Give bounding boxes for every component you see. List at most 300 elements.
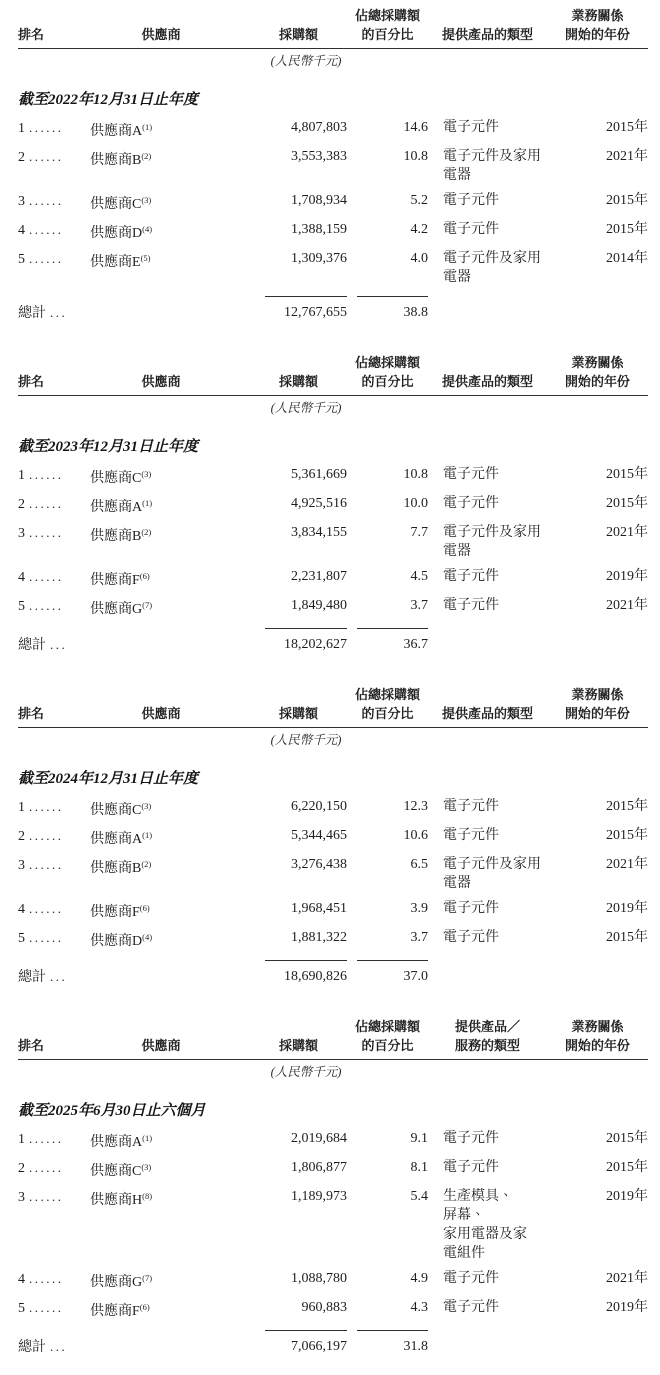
col-header-percent — [347, 6, 428, 49]
total-percent-cell — [347, 299, 428, 327]
leader-dots: ...... — [29, 193, 64, 208]
amount-cell — [250, 1295, 347, 1324]
col-header-year — [547, 6, 648, 49]
amount-cell — [250, 564, 347, 593]
amount-cell — [250, 1126, 347, 1155]
year-cell — [547, 520, 648, 564]
rank-cell — [18, 896, 72, 925]
amount-cell — [250, 896, 347, 925]
rank-number: 2 — [18, 1161, 25, 1176]
product-type-line: 電子元件 — [443, 120, 499, 135]
currency-note-row — [18, 49, 648, 71]
product-cell — [428, 593, 547, 622]
leader-dots: ...... — [29, 901, 64, 916]
supplier-cell — [72, 1295, 250, 1324]
column-header-row — [18, 685, 648, 728]
percent-cell — [347, 115, 428, 144]
total-row — [18, 963, 648, 991]
rank-cell — [18, 188, 72, 217]
amount-cell — [250, 115, 347, 144]
percent-cell — [347, 823, 428, 852]
col-header-product-line: 提供產品的類型 — [441, 706, 533, 721]
table-row — [18, 1155, 648, 1184]
supplier-cell — [72, 925, 250, 954]
percent-of-total: 12.3 — [403, 799, 428, 814]
col-header-amount: 採購額 — [250, 704, 347, 728]
table-row — [18, 1266, 648, 1295]
amount-cell — [250, 593, 347, 622]
supplier-footnote: (2) — [141, 859, 152, 869]
percent-of-total: 10.8 — [403, 149, 428, 164]
product-type-line: 電子元件 — [443, 222, 499, 237]
supplier-cell — [72, 115, 250, 144]
col-header-product-cell — [428, 685, 547, 728]
purchase-amount: 5,361,669 — [291, 467, 347, 482]
table-row — [18, 593, 648, 622]
relationship-year: 2019年 — [606, 569, 648, 584]
percent-of-total: 14.6 — [403, 120, 428, 135]
col-header-product — [428, 372, 547, 396]
col-header-year-line: 開始的年份 — [564, 374, 630, 389]
percent-of-total: 5.4 — [410, 1189, 428, 1204]
supplier-footnote: (1) — [142, 122, 153, 132]
percent-of-total: 5.2 — [410, 193, 428, 208]
col-header-year-line: 業務關係 — [571, 8, 624, 23]
rank-cell — [18, 1266, 72, 1295]
col-header-rank: 排名 — [18, 25, 72, 49]
total-label-cell — [18, 1333, 250, 1361]
product-type-line: 電子元件 — [443, 496, 499, 511]
product-type-line: 電子元件 — [443, 828, 499, 843]
purchase-amount: 1,088,780 — [291, 1271, 347, 1286]
col-header-product — [428, 1017, 547, 1060]
amount-cell — [250, 491, 347, 520]
supplier-table-section — [0, 6, 660, 327]
table-row — [18, 188, 648, 217]
col-header-percent-line: 佔總採購額 — [354, 1019, 420, 1034]
supplier-footnote: (4) — [142, 932, 153, 942]
supplier-footnote: (3) — [141, 801, 152, 811]
percent-cell — [347, 520, 428, 564]
leader-dots: ...... — [29, 1300, 64, 1315]
currency-note-row — [18, 396, 648, 418]
percent-total-rule — [357, 628, 428, 629]
supplier-footnote: (1) — [142, 830, 153, 840]
total-amount: 18,690,826 — [284, 969, 347, 984]
table-row — [18, 852, 648, 896]
total-rule-row — [18, 1324, 648, 1333]
year-cell — [547, 1266, 648, 1295]
product-type-line: 屏幕、 — [443, 1208, 485, 1223]
percent-of-total: 4.5 — [410, 569, 428, 584]
column-header-row — [18, 1017, 648, 1060]
product-type-line: 電子元件 — [443, 930, 499, 945]
product-cell — [428, 896, 547, 925]
total-label: 總計 — [18, 638, 46, 653]
amount-cell — [250, 246, 347, 290]
section-title-row — [18, 418, 648, 462]
col-header-amount: 採購額 — [250, 372, 347, 396]
table-row — [18, 896, 648, 925]
purchase-amount: 960,883 — [301, 1300, 347, 1315]
supplier-footnote: (6) — [139, 1302, 150, 1312]
total-amount-cell — [250, 299, 347, 327]
percent-of-total: 4.0 — [410, 251, 428, 266]
year-cell — [547, 491, 648, 520]
percent-cell — [347, 852, 428, 896]
supplier-cell — [72, 144, 250, 188]
col-header-product-cell — [428, 353, 547, 396]
product-type-line: 生產模具、 — [443, 1189, 513, 1204]
product-type-line: 電子元件 — [443, 467, 499, 482]
purchase-amount: 1,388,159 — [291, 222, 347, 237]
percent-cell — [347, 246, 428, 290]
total-leader-dots: ... — [50, 637, 68, 652]
supplier-table-section — [0, 1017, 660, 1361]
supplier-name: 供應商A — [90, 124, 143, 139]
rank-cell — [18, 462, 72, 491]
supplier-footnote: (3) — [141, 1162, 152, 1172]
percent-cell — [347, 491, 428, 520]
col-header-year — [547, 1017, 648, 1060]
product-cell — [428, 246, 547, 290]
currency-note-cell — [250, 728, 347, 750]
supplier-name: 供應商E — [90, 255, 141, 270]
product-cell — [428, 852, 547, 896]
total-rule-row — [18, 290, 648, 299]
product-type-line: 電子元件 — [443, 1271, 499, 1286]
supplier-footnote: (4) — [142, 224, 153, 234]
percent-of-total: 10.0 — [403, 496, 428, 511]
total-label-cell — [18, 963, 250, 991]
product-type-line: 電子元件 — [443, 193, 499, 208]
percent-of-total: 6.5 — [410, 857, 428, 872]
rank-cell — [18, 1295, 72, 1324]
supplier-name: 供應商F — [90, 1304, 140, 1319]
col-header-product-line: 提供產品／ — [454, 1019, 520, 1034]
col-header-percent-cell — [347, 685, 428, 728]
year-cell — [547, 188, 648, 217]
supplier-name: 供應商B — [90, 861, 142, 876]
product-type-line: 電子元件 — [443, 569, 499, 584]
purchase-amount: 1,189,973 — [291, 1189, 347, 1204]
rank-cell — [18, 1126, 72, 1155]
col-header-amount-cell — [250, 685, 347, 728]
leader-dots: ...... — [29, 149, 64, 164]
relationship-year: 2015年 — [606, 1131, 648, 1146]
col-header-supplier-cell — [72, 1017, 250, 1060]
rank-cell — [18, 491, 72, 520]
relationship-year: 2021年 — [606, 1271, 648, 1286]
percent-cell — [347, 564, 428, 593]
leader-dots: ...... — [29, 799, 64, 814]
supplier-footnote: (2) — [141, 151, 152, 161]
supplier-footnote: (6) — [139, 571, 150, 581]
supplier-footnote: (5) — [140, 253, 151, 263]
relationship-year: 2021年 — [606, 149, 648, 164]
relationship-year: 2014年 — [606, 251, 648, 266]
table-row — [18, 823, 648, 852]
currency-note: (人民幣千元) — [270, 54, 342, 68]
col-header-year — [547, 685, 648, 728]
col-header-percent — [347, 1017, 428, 1060]
rank-number: 4 — [18, 570, 25, 585]
currency-note: (人民幣千元) — [270, 733, 342, 747]
rank-cell — [18, 564, 72, 593]
col-header-year-line: 開始的年份 — [564, 706, 630, 721]
currency-note: (人民幣千元) — [270, 1065, 342, 1079]
rank-number: 1 — [18, 468, 25, 483]
supplier-cell — [72, 1266, 250, 1295]
product-cell — [428, 188, 547, 217]
total-amount: 12,767,655 — [284, 305, 347, 320]
percent-of-total: 10.8 — [403, 467, 428, 482]
supplier-footnote: (7) — [142, 600, 153, 610]
percent-of-total: 4.3 — [410, 1300, 428, 1315]
year-cell — [547, 115, 648, 144]
rank-cell — [18, 593, 72, 622]
col-header-product-line: 提供產品的類型 — [441, 374, 533, 389]
product-type-line: 電子元件及家用 — [443, 149, 541, 164]
col-header-product-cell — [428, 1017, 547, 1060]
rank-cell — [18, 520, 72, 564]
amount-cell — [250, 520, 347, 564]
supplier-name: 供應商C — [90, 1164, 142, 1179]
total-label-cell — [18, 631, 250, 659]
currency-note-cell — [250, 396, 347, 418]
year-cell — [547, 896, 648, 925]
supplier-cell — [72, 896, 250, 925]
col-header-year-line: 業務關係 — [571, 687, 624, 702]
supplier-table — [18, 353, 648, 659]
table-row — [18, 520, 648, 564]
leader-dots: ...... — [29, 120, 64, 135]
table-row — [18, 564, 648, 593]
col-header-product — [428, 25, 547, 49]
supplier-cell — [72, 491, 250, 520]
product-cell — [428, 491, 547, 520]
table-row — [18, 144, 648, 188]
total-percent: 36.7 — [403, 637, 428, 652]
supplier-name: 供應商B — [90, 529, 142, 544]
col-header-supplier-cell — [72, 6, 250, 49]
col-header-percent — [347, 353, 428, 396]
product-type-line: 電子元件及家用 — [443, 251, 541, 266]
relationship-year: 2015年 — [606, 467, 648, 482]
section-title: 截至2022年12月31日止年度 — [18, 92, 199, 108]
product-type-line: 電器 — [443, 270, 471, 285]
percent-of-total: 3.7 — [410, 598, 428, 613]
col-header-amount-cell — [250, 1017, 347, 1060]
percent-cell — [347, 794, 428, 823]
supplier-cell — [72, 564, 250, 593]
relationship-year: 2019年 — [606, 1189, 648, 1204]
rank-cell — [18, 217, 72, 246]
percent-cell — [347, 896, 428, 925]
col-header-percent-line: 佔總採購額 — [354, 355, 420, 370]
percent-of-total: 9.1 — [410, 1131, 428, 1146]
col-header-percent-line: 的百分比 — [361, 374, 414, 389]
relationship-year: 2015年 — [606, 222, 648, 237]
col-header-year-line: 開始的年份 — [564, 27, 630, 42]
year-cell — [547, 246, 648, 290]
total-amount-cell — [250, 631, 347, 659]
supplier-name: 供應商G — [90, 602, 143, 617]
amount-cell — [250, 794, 347, 823]
supplier-cell — [72, 217, 250, 246]
amount-cell — [250, 217, 347, 246]
relationship-year: 2015年 — [606, 930, 648, 945]
col-header-supplier-cell — [72, 685, 250, 728]
rank-number: 3 — [18, 194, 25, 209]
section-title-row — [18, 1082, 648, 1126]
col-header-percent-line: 佔總採購額 — [354, 8, 420, 23]
total-row — [18, 631, 648, 659]
table-row — [18, 217, 648, 246]
rank-cell — [18, 115, 72, 144]
relationship-year: 2021年 — [606, 525, 648, 540]
product-cell — [428, 144, 547, 188]
rank-cell — [18, 1155, 72, 1184]
rank-number: 1 — [18, 800, 25, 815]
rank-number: 3 — [18, 526, 25, 541]
supplier-cell — [72, 593, 250, 622]
total-label: 總計 — [18, 1340, 46, 1355]
supplier-table — [18, 685, 648, 991]
currency-note: (人民幣千元) — [270, 401, 342, 415]
rank-number: 2 — [18, 497, 25, 512]
product-type-line: 電子元件及家用 — [443, 525, 541, 540]
col-header-rank-cell — [18, 685, 72, 728]
supplier-name: 供應商C — [90, 197, 142, 212]
supplier-name: 供應商F — [90, 573, 140, 588]
purchase-amount: 6,220,150 — [291, 799, 347, 814]
relationship-year: 2015年 — [606, 1160, 648, 1175]
supplier-footnote: (1) — [142, 1133, 153, 1143]
col-header-product-line: 服務的類型 — [454, 1038, 520, 1053]
rank-number: 5 — [18, 1301, 25, 1316]
amount-cell — [250, 1266, 347, 1295]
supplier-cell — [72, 188, 250, 217]
product-type-line: 電組件 — [443, 1246, 485, 1261]
total-label: 總計 — [18, 970, 46, 985]
purchase-amount: 3,553,383 — [291, 149, 347, 164]
supplier-name: 供應商A — [90, 500, 143, 515]
col-header-rank: 排名 — [18, 1036, 72, 1060]
total-label-cell — [18, 299, 250, 327]
col-header-year-line: 開始的年份 — [564, 1038, 630, 1053]
total-row — [18, 299, 648, 327]
product-type-line: 家用電器及家 — [443, 1227, 527, 1242]
rank-number: 3 — [18, 1190, 25, 1205]
column-header-row — [18, 353, 648, 396]
rank-number: 1 — [18, 121, 25, 136]
leader-dots: ...... — [29, 1160, 64, 1175]
percent-of-total: 10.6 — [403, 828, 428, 843]
supplier-cell — [72, 794, 250, 823]
relationship-year: 2015年 — [606, 193, 648, 208]
relationship-year: 2021年 — [606, 857, 648, 872]
purchase-amount: 1,806,877 — [291, 1160, 347, 1175]
year-cell — [547, 1184, 648, 1266]
supplier-footnote: (2) — [141, 527, 152, 537]
col-header-percent-line: 佔總採購額 — [354, 687, 420, 702]
supplier-name: 供應商H — [90, 1193, 143, 1208]
purchase-amount: 4,807,803 — [291, 120, 347, 135]
amount-cell — [250, 925, 347, 954]
year-cell — [547, 852, 648, 896]
supplier-footnote: (3) — [141, 469, 152, 479]
percent-cell — [347, 188, 428, 217]
col-header-percent-cell — [347, 353, 428, 396]
product-cell — [428, 115, 547, 144]
product-cell — [428, 1126, 547, 1155]
col-header-amount-cell — [250, 353, 347, 396]
percent-total-rule — [357, 1330, 428, 1331]
product-cell — [428, 1184, 547, 1266]
currency-note-cell — [250, 1060, 347, 1082]
col-header-percent-cell — [347, 6, 428, 49]
relationship-year: 2019年 — [606, 901, 648, 916]
product-type-line: 電子元件及家用 — [443, 857, 541, 872]
year-cell — [547, 794, 648, 823]
total-leader-dots: ... — [50, 969, 68, 984]
year-cell — [547, 1155, 648, 1184]
supplier-footnote: (1) — [142, 498, 153, 508]
amount-total-rule — [265, 1330, 347, 1331]
col-header-percent-line: 的百分比 — [361, 706, 414, 721]
leader-dots: ...... — [29, 496, 64, 511]
amount-cell — [250, 852, 347, 896]
year-cell — [547, 144, 648, 188]
amount-cell — [250, 823, 347, 852]
relationship-year: 2015年 — [606, 799, 648, 814]
supplier-cell — [72, 1155, 250, 1184]
product-type-line: 電子元件 — [443, 901, 499, 916]
purchase-amount: 1,881,322 — [291, 930, 347, 945]
col-header-amount-cell — [250, 6, 347, 49]
supplier-cell — [72, 852, 250, 896]
table-row — [18, 794, 648, 823]
currency-note-row — [18, 1060, 648, 1082]
amount-cell — [250, 1155, 347, 1184]
supplier-name: 供應商F — [90, 905, 140, 920]
supplier-footnote: (3) — [141, 195, 152, 205]
total-percent-cell — [347, 631, 428, 659]
year-cell — [547, 593, 648, 622]
percent-cell — [347, 1126, 428, 1155]
percent-total-rule — [357, 960, 428, 961]
table-row — [18, 115, 648, 144]
leader-dots: ...... — [29, 525, 64, 540]
leader-dots: ...... — [29, 930, 64, 945]
supplier-name: 供應商A — [90, 832, 143, 847]
percent-of-total: 4.9 — [410, 1271, 428, 1286]
col-header-year-line: 業務關係 — [571, 1019, 624, 1034]
col-header-supplier: 供應商 — [72, 372, 250, 396]
percent-cell — [347, 1295, 428, 1324]
col-header-rank: 排名 — [18, 704, 72, 728]
supplier-name: 供應商D — [90, 226, 143, 241]
product-type-line: 電子元件 — [443, 598, 499, 613]
purchase-amount: 1,968,451 — [291, 901, 347, 916]
total-amount-cell — [250, 1333, 347, 1361]
purchase-amount: 1,309,376 — [291, 251, 347, 266]
purchase-amount: 1,708,934 — [291, 193, 347, 208]
supplier-name: 供應商C — [90, 803, 142, 818]
product-type-line: 電器 — [443, 876, 471, 891]
rank-cell — [18, 144, 72, 188]
